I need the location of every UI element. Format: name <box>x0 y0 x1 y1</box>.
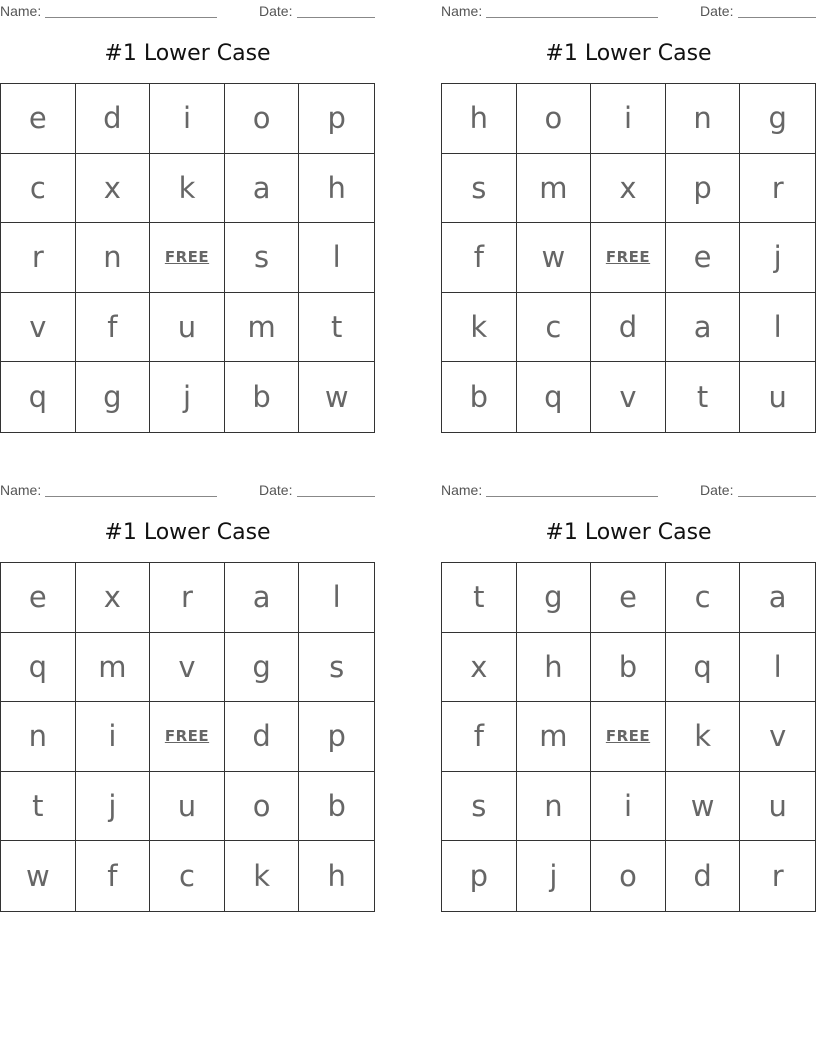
bingo-cell[interactable]: m <box>76 633 151 703</box>
free-space-cell[interactable]: FREE <box>150 223 225 293</box>
name-label: Name: <box>0 3 42 19</box>
bingo-cell[interactable]: x <box>442 633 517 703</box>
bingo-cell[interactable]: l <box>299 563 374 633</box>
bingo-cell[interactable]: t <box>442 563 517 633</box>
name-label: Name: <box>0 482 42 498</box>
bingo-cell[interactable]: q <box>1 633 76 703</box>
bingo-cell[interactable]: v <box>150 633 225 703</box>
bingo-cell[interactable]: o <box>225 84 300 154</box>
bingo-cell[interactable]: j <box>76 772 151 842</box>
bingo-cell[interactable]: f <box>76 841 151 911</box>
bingo-cell[interactable]: v <box>740 702 815 772</box>
bingo-cell[interactable]: s <box>299 633 374 703</box>
bingo-cell[interactable]: m <box>517 702 592 772</box>
bingo-cell[interactable]: h <box>327 859 346 894</box>
bingo-cell[interactable]: s <box>225 223 300 293</box>
bingo-cell[interactable]: t <box>299 293 374 363</box>
bingo-cell[interactable]: a <box>740 563 815 633</box>
bingo-cell[interactable]: p <box>666 154 741 224</box>
bingo-card-4 <box>441 479 816 913</box>
date-label: Date: <box>700 3 734 19</box>
card-title: #1 Lower Case <box>545 520 712 545</box>
bingo-cell[interactable]: r <box>150 563 225 633</box>
bingo-cell[interactable]: r <box>771 859 784 894</box>
bingo-cell[interactable]: x <box>591 154 666 224</box>
bingo-cell[interactable]: t <box>666 362 741 432</box>
bingo-cell[interactable]: d <box>76 84 151 154</box>
bingo-grid <box>441 83 816 433</box>
bingo-cell[interactable]: g <box>76 362 151 432</box>
bingo-cell[interactable]: h <box>517 633 592 703</box>
bingo-cell[interactable]: i <box>150 84 225 154</box>
bingo-cell[interactable]: l <box>740 633 815 703</box>
bingo-cell[interactable]: e <box>591 563 666 633</box>
bingo-cell[interactable]: d <box>225 702 300 772</box>
date-label: Date: <box>259 482 293 498</box>
bingo-grid <box>0 83 375 433</box>
bingo-cell[interactable]: b <box>442 362 517 432</box>
bingo-cell[interactable]: h <box>442 84 517 154</box>
bingo-cell[interactable]: i <box>76 702 151 772</box>
bingo-cell[interactable]: q <box>1 362 76 432</box>
bingo-cell[interactable]: p <box>299 702 374 772</box>
bingo-cell[interactable]: u <box>150 293 225 363</box>
bingo-card-3 <box>0 479 375 913</box>
bingo-cell[interactable]: p <box>442 841 517 911</box>
card-header <box>441 482 816 498</box>
bingo-cell[interactable]: f <box>76 293 151 363</box>
date-field-line[interactable] <box>738 496 816 497</box>
bingo-cell[interactable]: r <box>740 154 815 224</box>
card-title: #1 Lower Case <box>545 41 712 66</box>
bingo-cell[interactable]: j <box>517 841 592 911</box>
bingo-cell[interactable]: b <box>591 633 666 703</box>
bingo-grid <box>0 562 375 912</box>
bingo-cell[interactable]: g <box>740 84 815 154</box>
bingo-cell[interactable]: o <box>517 84 592 154</box>
bingo-cell[interactable]: w <box>517 223 592 293</box>
date-field-line[interactable] <box>297 17 375 18</box>
bingo-cell[interactable]: d <box>666 841 741 911</box>
card-header <box>441 3 816 19</box>
bingo-cell[interactable]: x <box>76 154 151 224</box>
bingo-cell[interactable]: d <box>591 293 666 363</box>
bingo-cell[interactable]: v <box>591 362 666 432</box>
bingo-cell[interactable]: e <box>666 223 741 293</box>
bingo-cell[interactable]: g <box>517 563 592 633</box>
card-title: #1 Lower Case <box>104 41 271 66</box>
bingo-cell[interactable]: k <box>225 841 300 911</box>
bingo-card-2 <box>441 0 816 434</box>
name-field-line[interactable] <box>486 17 658 18</box>
bingo-cell[interactable]: w <box>666 772 741 842</box>
bingo-grid <box>441 562 816 912</box>
card-header <box>0 482 375 498</box>
bingo-cell[interactable]: n <box>517 772 592 842</box>
bingo-cell[interactable]: h <box>299 154 374 224</box>
bingo-cell[interactable]: o <box>591 841 666 911</box>
bingo-cell[interactable]: q <box>517 362 592 432</box>
bingo-cell[interactable]: n <box>1 702 76 772</box>
free-space-cell[interactable]: FREE <box>591 702 666 772</box>
bingo-cell[interactable]: f <box>442 702 517 772</box>
name-field-line[interactable] <box>45 496 217 497</box>
name-field-line[interactable] <box>486 496 658 497</box>
bingo-cell[interactable]: w <box>324 380 349 415</box>
bingo-cell[interactable]: c <box>150 841 225 911</box>
bingo-cell[interactable]: u <box>768 380 787 415</box>
bingo-cell[interactable]: g <box>225 633 300 703</box>
bingo-cell[interactable]: n <box>666 84 741 154</box>
bingo-cell[interactable]: n <box>76 223 151 293</box>
bingo-cell[interactable]: f <box>442 223 517 293</box>
bingo-cell[interactable]: a <box>225 154 300 224</box>
bingo-cell[interactable]: x <box>76 563 151 633</box>
date-field-line[interactable] <box>297 496 375 497</box>
free-space-cell[interactable]: FREE <box>591 223 666 293</box>
date-label: Date: <box>700 482 734 498</box>
card-header <box>0 3 375 19</box>
free-space-cell[interactable]: FREE <box>150 702 225 772</box>
bingo-cell[interactable]: m <box>517 154 592 224</box>
name-label: Name: <box>441 3 483 19</box>
bingo-cell[interactable]: m <box>225 293 300 363</box>
bingo-cell[interactable]: u <box>150 772 225 842</box>
date-label: Date: <box>259 3 293 19</box>
bingo-cell[interactable]: l <box>299 223 374 293</box>
bingo-cell[interactable]: s <box>442 772 517 842</box>
bingo-cell[interactable]: k <box>442 293 517 363</box>
card-title: #1 Lower Case <box>104 520 271 545</box>
bingo-cell[interactable]: t <box>1 772 76 842</box>
bingo-cell[interactable]: u <box>740 772 815 842</box>
name-label: Name: <box>441 482 483 498</box>
bingo-cell[interactable]: r <box>1 223 76 293</box>
date-field-line[interactable] <box>738 17 816 18</box>
bingo-cell[interactable]: o <box>225 772 300 842</box>
bingo-cell[interactable]: i <box>591 772 666 842</box>
bingo-cell[interactable]: i <box>591 84 666 154</box>
bingo-cell[interactable]: c <box>517 293 592 363</box>
bingo-cell[interactable]: v <box>1 293 76 363</box>
bingo-cell[interactable]: w <box>1 841 76 911</box>
bingo-card-1 <box>0 0 375 434</box>
bingo-cell[interactable]: l <box>740 293 815 363</box>
bingo-cell[interactable]: j <box>150 362 225 432</box>
bingo-cell[interactable]: b <box>299 772 374 842</box>
bingo-cell[interactable]: a <box>666 293 741 363</box>
bingo-cell[interactable]: e <box>1 563 76 633</box>
bingo-cell[interactable]: p <box>299 84 374 154</box>
bingo-cell[interactable]: c <box>666 563 741 633</box>
bingo-cell[interactable]: a <box>225 563 300 633</box>
bingo-cell[interactable]: b <box>225 362 300 432</box>
bingo-cell[interactable]: k <box>150 154 225 224</box>
name-field-line[interactable] <box>45 17 217 18</box>
bingo-cell[interactable]: q <box>666 633 741 703</box>
bingo-cell[interactable]: s <box>442 154 517 224</box>
bingo-cell[interactable]: k <box>666 702 741 772</box>
bingo-cell[interactable]: e <box>1 84 76 154</box>
bingo-cell[interactable]: j <box>740 223 815 293</box>
bingo-cell[interactable]: c <box>1 154 76 224</box>
